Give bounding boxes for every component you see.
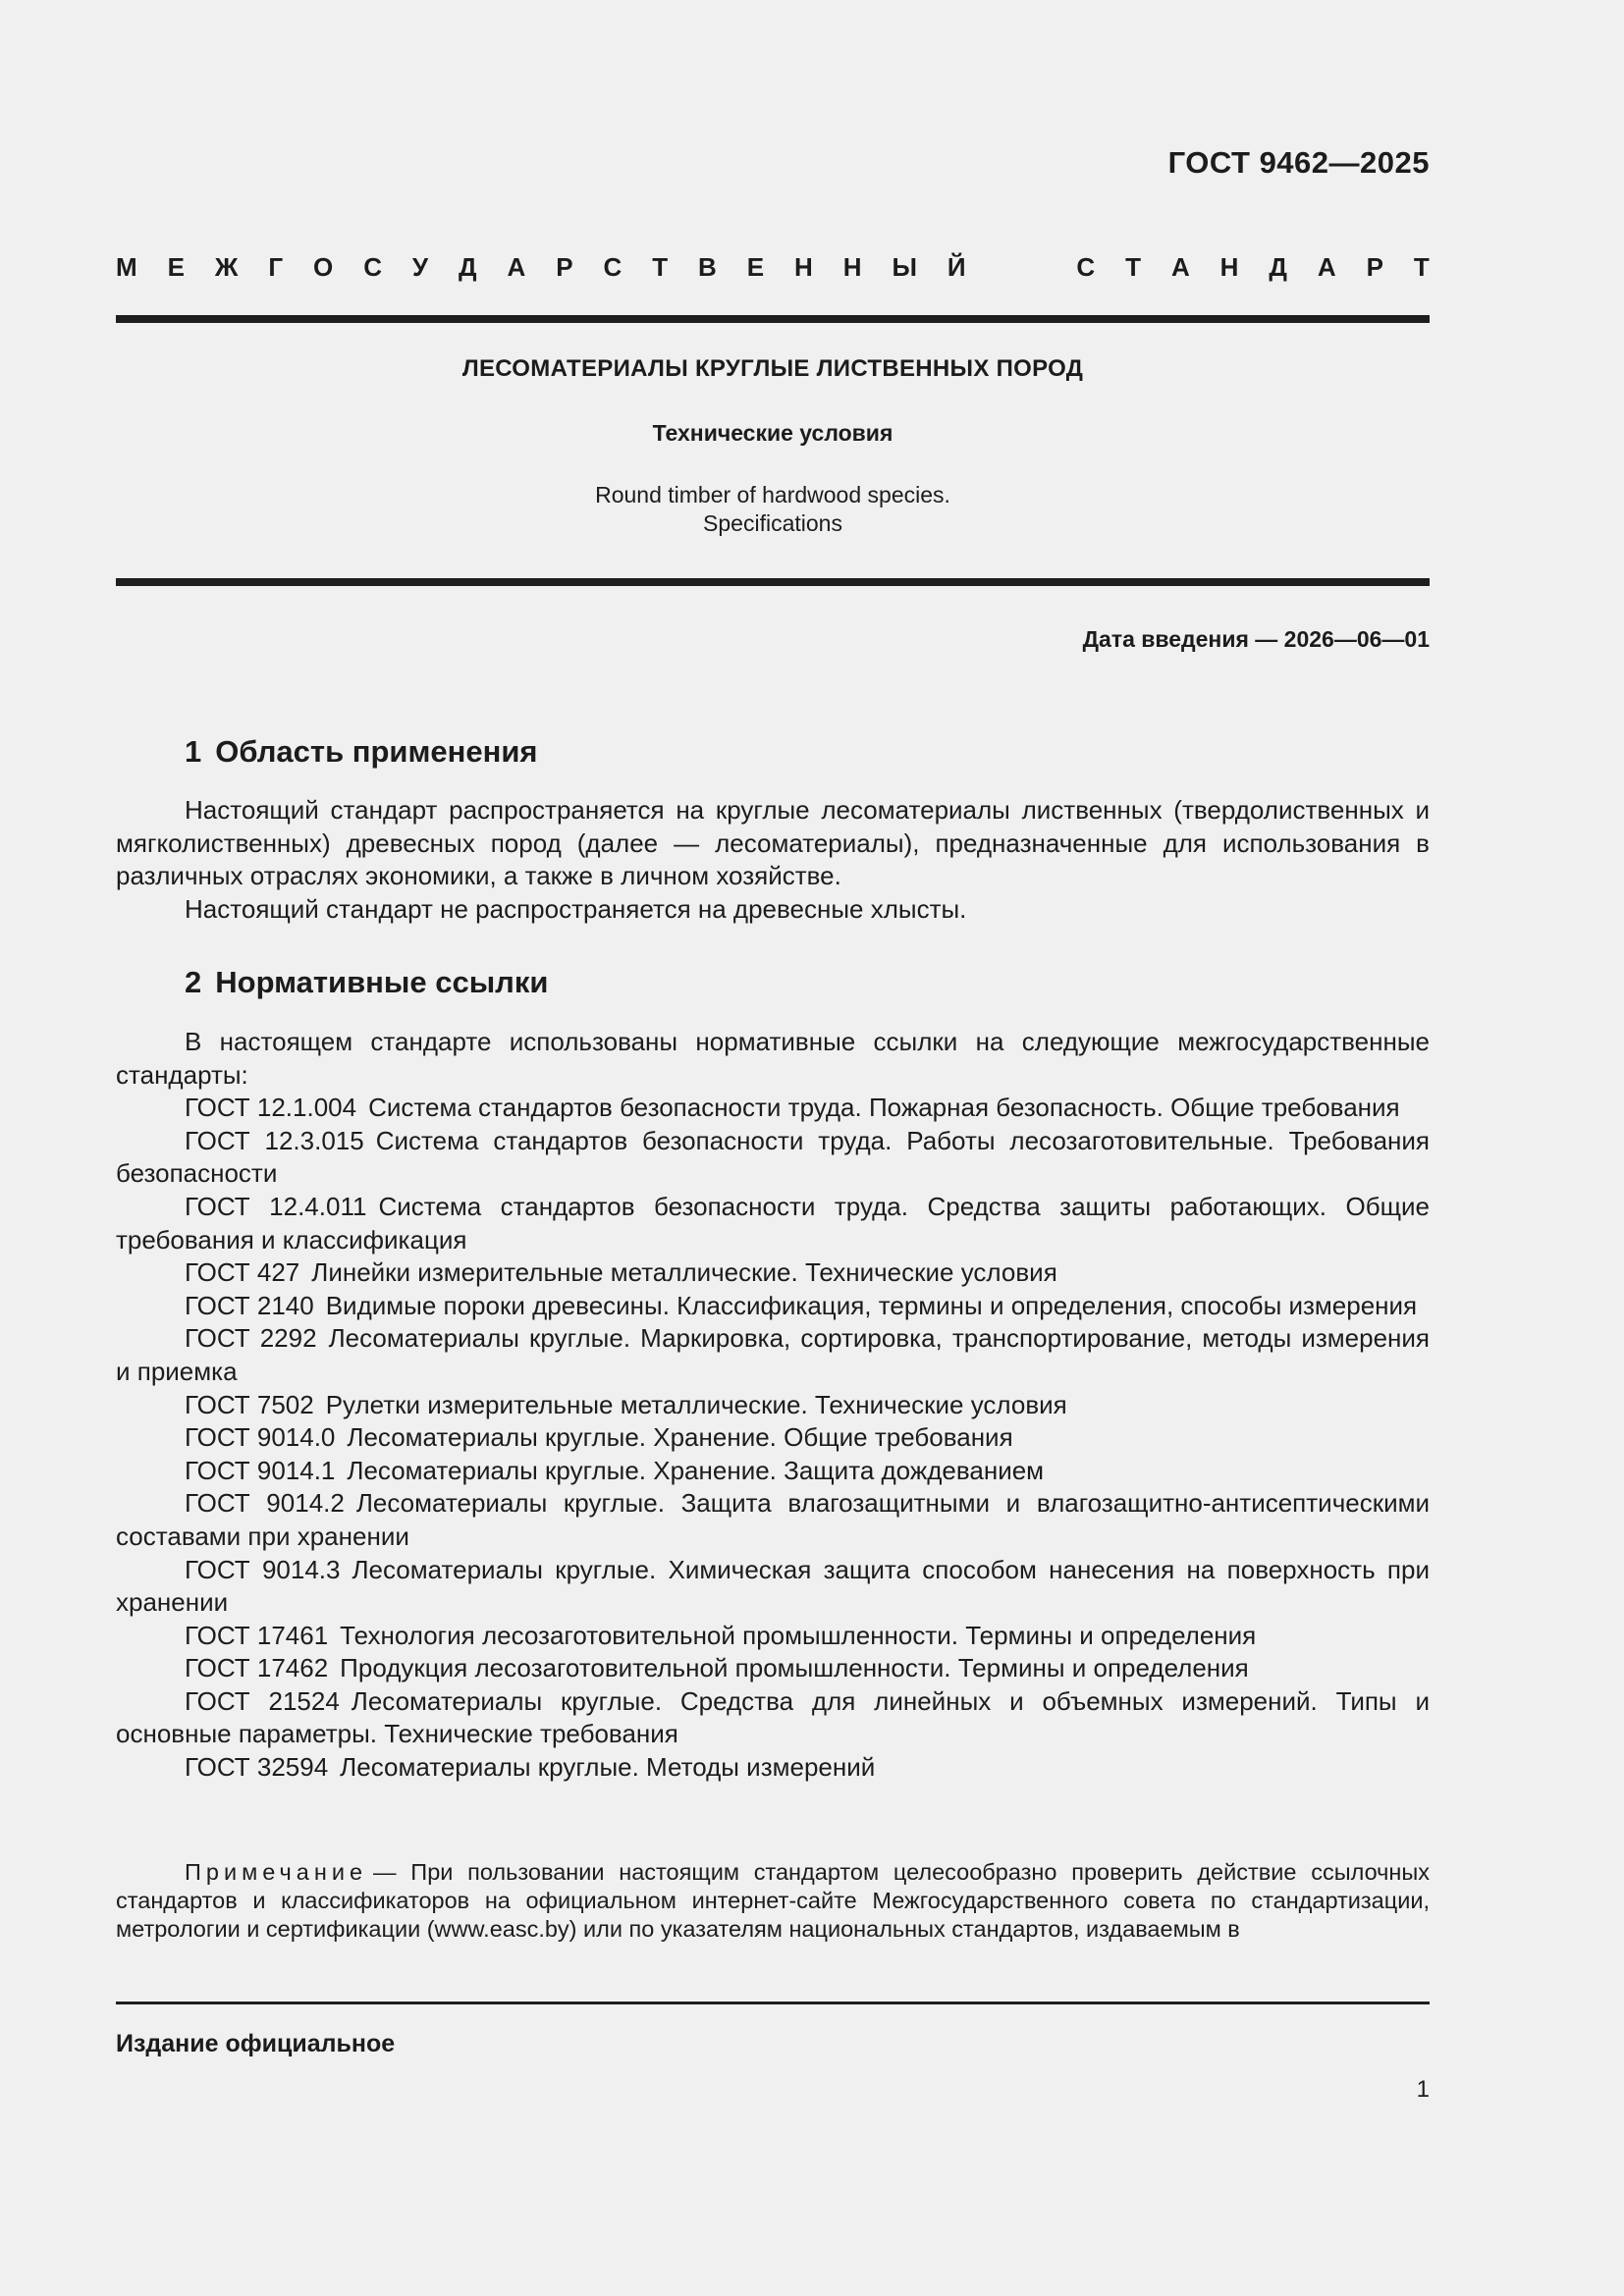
interstate-letter: Ж <box>214 252 239 282</box>
note <box>116 1858 1430 1944</box>
reference-title: Лесоматериалы круглые. Хранение. Общие требования <box>347 1422 1013 1453</box>
reference-item <box>116 1092 1430 1125</box>
reference-title: Рулетки измерительные металлические. Технические условия <box>325 1389 1067 1419</box>
reference-title: Лесоматериалы круглые. Химическая защита способом нанесения на поверхность при хранении <box>116 1554 1430 1618</box>
reference-title: Лесоматериалы круглые. Хранение. Защита дождеванием <box>347 1455 1045 1485</box>
interstate-letter: Г <box>268 252 284 282</box>
reference-code: ГОСТ 17462 <box>185 1653 329 1683</box>
english-title-line2: Specifications <box>703 510 842 536</box>
interstate-letter: Н <box>1219 252 1239 282</box>
english-title <box>116 481 1430 538</box>
interstate-letter: С <box>1076 252 1096 282</box>
interstate-letter: Н <box>794 252 813 282</box>
reference-code: ГОСТ 12.4.011 <box>185 1191 367 1221</box>
reference-code: ГОСТ 21524 <box>185 1685 340 1716</box>
section-1-body <box>116 794 1430 926</box>
section-2-intro: В настоящем стандарте использованы нормативные ссылки на следующие межгосударственные стандарты: <box>116 1027 1430 1090</box>
official-edition-label: Издание официальное <box>116 2030 396 2057</box>
interstate-letter: Й <box>947 252 966 282</box>
reference-title: Линейки измерительные металлические. Технические условия <box>311 1257 1057 1288</box>
interstate-letter: Ы <box>892 252 917 282</box>
reference-title: Система стандартов безопасности труда. Пожарная безопасность. Общие требования <box>368 1093 1400 1123</box>
reference-title: Лесоматериалы круглые. Средства для линейных и объемных измерений. Типы и основные параметры. Технические требования <box>116 1685 1430 1749</box>
interstate-letter: Е <box>167 252 185 282</box>
introduction-date: Дата введения — 2026—06—01 <box>1082 626 1430 652</box>
reference-item <box>116 1290 1430 1323</box>
interstate-standard-label <box>116 252 1430 282</box>
reference-code: ГОСТ 9014.2 <box>185 1488 345 1519</box>
reference-title: Лесоматериалы круглые. Защита влагозащитными и влагозащитно-антисептическими составами при хранении <box>116 1488 1430 1551</box>
reference-item <box>116 1652 1430 1685</box>
reference-code: ГОСТ 2140 <box>185 1290 314 1320</box>
reference-code: ГОСТ 12.3.015 <box>185 1125 364 1155</box>
section-1-paragraph: Настоящий стандарт не распространяется на древесные хлысты. <box>185 893 967 924</box>
reference-item <box>116 1487 1430 1553</box>
interstate-letter: А <box>1170 252 1190 282</box>
interstate-letter: Т <box>652 252 669 282</box>
reference-item <box>116 1322 1430 1388</box>
interstate-letter: Д <box>1269 252 1287 282</box>
document-subtitle: Технические условия <box>652 420 893 446</box>
reference-code: ГОСТ 17461 <box>185 1620 329 1650</box>
reference-item <box>116 1389 1430 1422</box>
reference-item <box>116 1455 1430 1488</box>
english-title-line1: Round timber of hardwood species. <box>595 482 950 507</box>
gost-number: ГОСТ 9462—2025 <box>1167 145 1430 180</box>
section-1-title: Область применения <box>215 734 538 769</box>
interstate-letter: У <box>411 252 429 282</box>
reference-title: Технология лесозаготовительной промышленности. Термины и определения <box>340 1620 1257 1650</box>
reference-code: ГОСТ 9014.1 <box>185 1455 336 1485</box>
interstate-letter: М <box>116 252 137 282</box>
section-2-title: Нормативные ссылки <box>215 965 549 999</box>
section-2-number: 2 <box>185 965 202 999</box>
interstate-letter: Т <box>1413 252 1430 282</box>
note-text: — При пользовании настоящим стандартом целесообразно проверить действие ссылочных стандартов и классификаторов на официальном интернет-сайте Межгосударственного совета по стандартизации, метрологии и сертификации (www.easc.by) или по указателям национальных стандартов, издаваемым в <box>116 1859 1430 1942</box>
header-rule <box>116 315 1430 323</box>
interstate-letter: Р <box>1366 252 1383 282</box>
document-title: ЛЕСОМАТЕРИАЛЫ КРУГЛЫЕ ЛИСТВЕННЫХ ПОРОД <box>461 355 1084 382</box>
reference-title: Продукция лесозаготовительной промышленности. Термины и определения <box>340 1653 1249 1683</box>
reference-code: ГОСТ 32594 <box>185 1752 329 1783</box>
reference-code: ГОСТ 12.1.004 <box>185 1093 357 1123</box>
reference-code: ГОСТ 9014.3 <box>185 1554 341 1584</box>
reference-title: Лесоматериалы круглые. Методы измерений <box>340 1752 876 1783</box>
reference-item <box>116 1191 1430 1256</box>
interstate-letter: С <box>363 252 382 282</box>
page-number: 1 <box>1416 2076 1430 2103</box>
reference-title: Система стандартов безопасности труда. Работы лесозаготовительные. Требования безопасности <box>116 1125 1430 1189</box>
reference-item <box>116 1125 1430 1191</box>
interstate-letter: Н <box>842 252 862 282</box>
reference-code: ГОСТ 2292 <box>185 1323 317 1354</box>
reference-code: ГОСТ 7502 <box>185 1389 314 1419</box>
reference-code: ГОСТ 427 <box>185 1257 300 1288</box>
interstate-letter <box>997 252 1006 282</box>
note-label: Примечание <box>185 1859 368 1885</box>
section-1-paragraph: Настоящий стандарт распространяется на круглые лесоматериалы лиственных (твердолиственных и мягколиственных) древесных пород (далее — лесоматериалы), предназначенные для использования в различных отраслях экономики, а также в личном хозяйстве. <box>116 795 1430 891</box>
section-2-body <box>116 1026 1430 1785</box>
interstate-letter <box>1036 252 1046 282</box>
interstate-letter: В <box>698 252 717 282</box>
reference-item <box>116 1421 1430 1455</box>
interstate-letter: Д <box>459 252 477 282</box>
reference-title: Система стандартов безопасности труда. Средства защиты работающих. Общие требования и классификация <box>116 1191 1430 1255</box>
reference-item <box>116 1685 1430 1751</box>
interstate-letter: Е <box>746 252 765 282</box>
title-rule <box>116 578 1430 586</box>
reference-item <box>116 1554 1430 1620</box>
section-1-heading <box>185 734 538 770</box>
interstate-letter: А <box>507 252 526 282</box>
reference-title: Лесоматериалы круглые. Маркировка, сортировка, транспортирование, методы измерения и приемка <box>116 1323 1431 1386</box>
reference-item <box>116 1256 1430 1290</box>
reference-item <box>116 1751 1430 1785</box>
interstate-letter: А <box>1317 252 1336 282</box>
reference-code: ГОСТ 9014.0 <box>185 1422 336 1453</box>
reference-list <box>116 1092 1430 1784</box>
section-2-heading <box>185 965 548 1000</box>
interstate-letter: О <box>313 252 334 282</box>
interstate-letter: С <box>603 252 623 282</box>
interstate-letter: Т <box>1125 252 1141 282</box>
section-1-number: 1 <box>185 734 202 769</box>
document-page <box>116 0 1430 2296</box>
footer-rule <box>116 2002 1430 2004</box>
interstate-letter: Р <box>556 252 573 282</box>
reference-title: Видимые пороки древесины. Классификация, термины и определения, способы измерения <box>325 1290 1418 1320</box>
reference-item <box>116 1620 1430 1653</box>
